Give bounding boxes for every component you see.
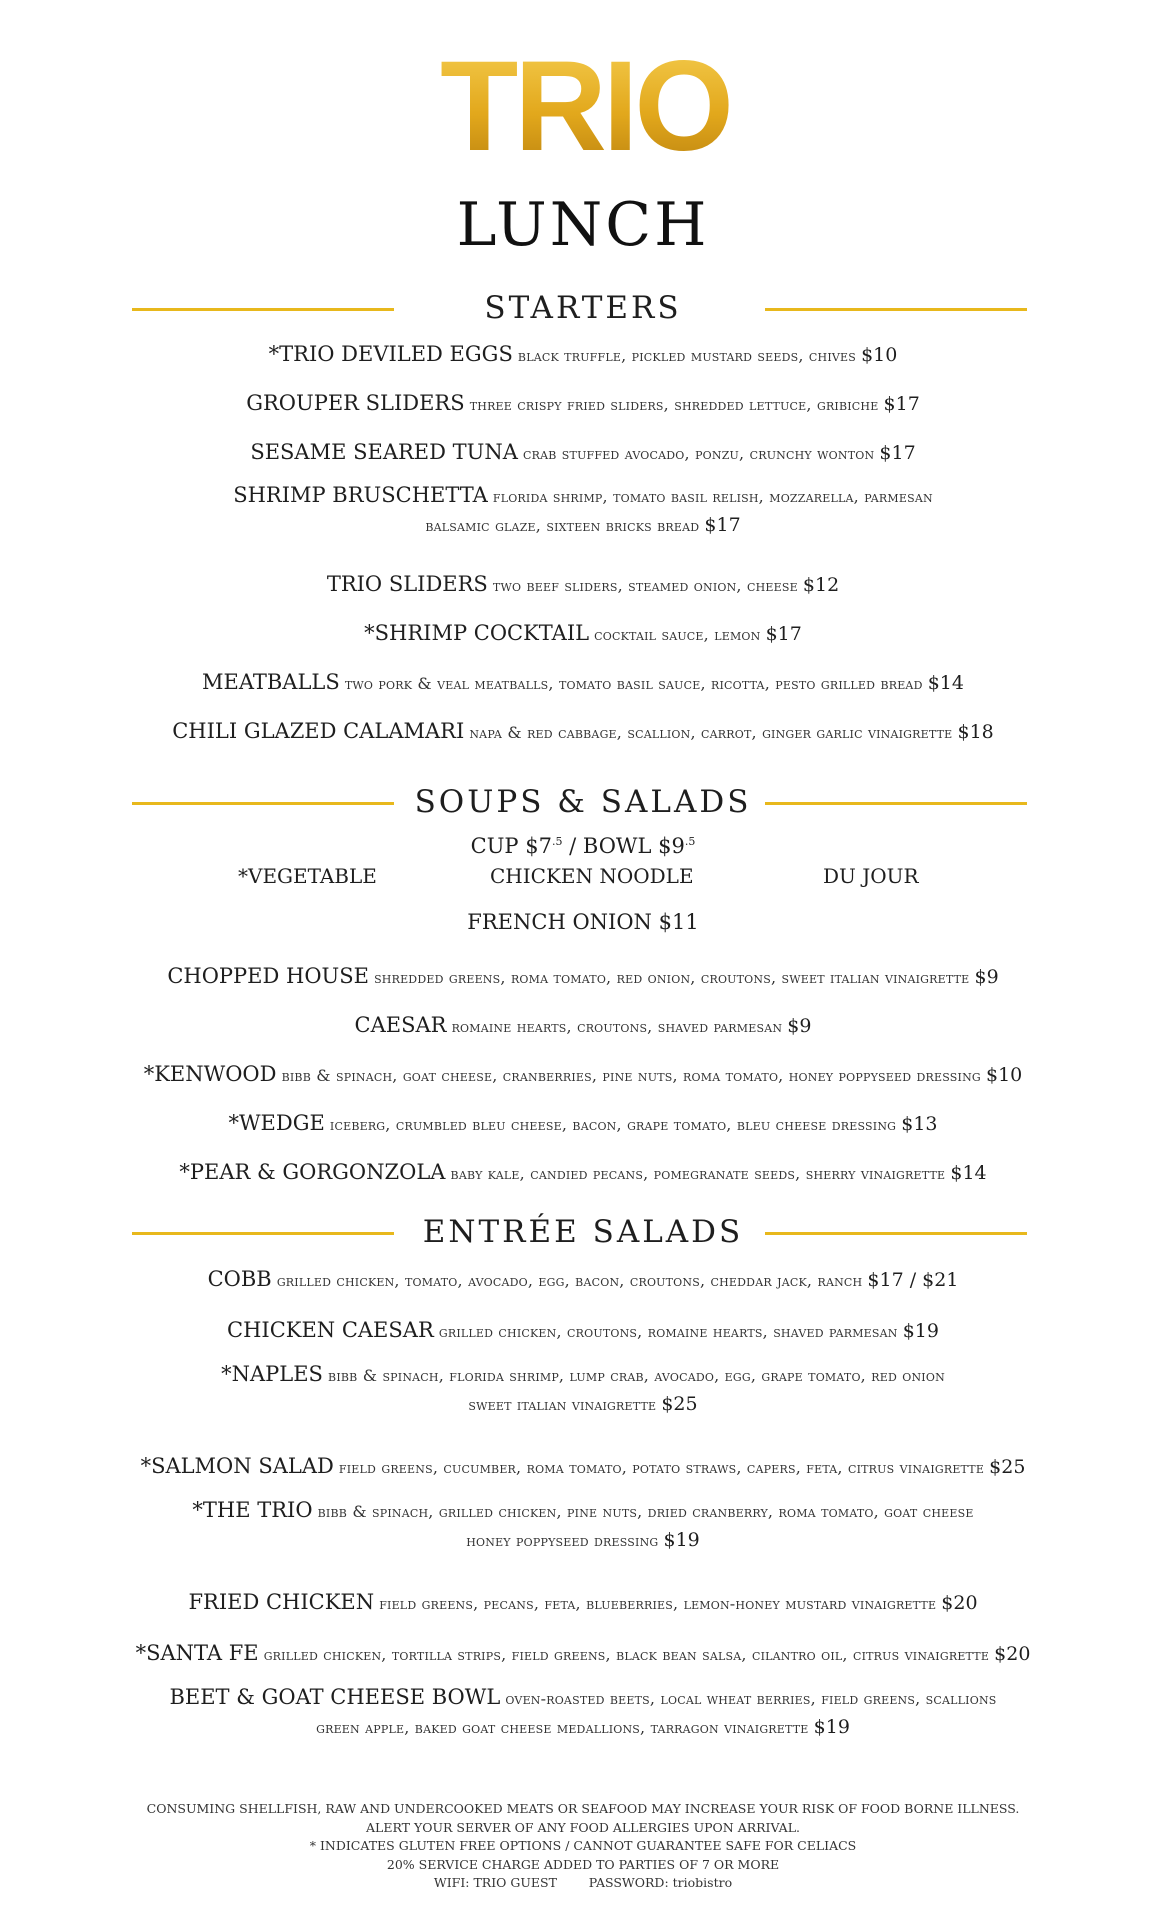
soup-vegetable: *VEGETABLE (238, 864, 377, 888)
menu-item-line (0, 1577, 1166, 1629)
soup-options (0, 864, 1166, 904)
menu-item (0, 609, 1166, 658)
menu-item-line (0, 560, 1166, 610)
menu-item-description: napa & red cabbage, scallion, carrot, ginger garlic vinaigrette (469, 723, 953, 742)
menu-item-description-cont: sweet italian vinaigrette (468, 1395, 657, 1414)
menu-item-price: $17 (883, 393, 920, 415)
menu-item-price: $9 (787, 1015, 812, 1037)
logo-text: TRIO (440, 46, 730, 162)
menu-item-price: $19 (813, 1716, 850, 1738)
menu-item-name: CHILI GLAZED CALAMARI (172, 719, 465, 743)
footer-notice (0, 1800, 1166, 1893)
menu-item-line (0, 1713, 1166, 1742)
footer-line: * INDICATES GLUTEN FREE OPTIONS / CANNOT GUARANTEE SAFE FOR CELIACS (309, 1838, 857, 1853)
section-header (0, 1210, 1166, 1254)
menu-item-description: romaine hearts, croutons, shaved parmesan (451, 1017, 783, 1036)
divider-line (132, 1232, 394, 1235)
menu-item-line (0, 1441, 1166, 1493)
divider-line (132, 802, 394, 805)
menu-item-description: shredded greens, roma tomato, red onion, croutons, sweet italian vinaigrette (374, 968, 970, 987)
menu-item-price: $13 (901, 1113, 938, 1135)
menu-item-price: $25 (989, 1456, 1026, 1478)
divider-line (765, 1232, 1027, 1235)
soup-pricing (0, 824, 1166, 864)
menu-item (0, 1356, 1166, 1441)
menu-item-description: florida shrimp, tomato basil relish, mozzarella, parmesan (492, 487, 933, 506)
menu-item (0, 952, 1166, 1001)
menu-item (0, 477, 1166, 560)
menu-item-price: $20 (994, 1643, 1031, 1665)
french-onion-soup: FRENCH ONION $11 (467, 910, 699, 934)
menu-item-line (0, 1099, 1166, 1149)
soup-du-jour: DU JOUR (823, 864, 919, 888)
entree-salads-section (0, 1210, 1166, 1764)
menu-item-name: *WEDGE (228, 1111, 325, 1135)
menu-item-name: CHICKEN CAESAR (227, 1318, 434, 1342)
menu-item-price: $9 (974, 966, 999, 988)
menu-item-price: $20 (941, 1592, 978, 1614)
menu-item-description: two pork & veal meatballs, tomato basil sauce, ricotta, pesto grilled bread (344, 674, 923, 693)
menu-item-name: *SALMON SALAD (140, 1454, 334, 1478)
menu-item-description: crab stuffed avocado, ponzu, crunchy wonton (522, 444, 875, 463)
menu-item (0, 1679, 1166, 1764)
soups-salads-section (0, 780, 1166, 1197)
section-title: SOUPS & SALADS (414, 784, 752, 820)
menu-item-price: $14 (927, 672, 964, 694)
menu-item-line (0, 1628, 1166, 1680)
menu-item-line (0, 952, 1166, 1002)
menu-item-description-cont: green apple, baked goat cheese medallions, tarragon vinaigrette (316, 1718, 809, 1737)
menu-item (0, 428, 1166, 477)
menu-item-line (0, 1254, 1166, 1306)
menu-item-line (0, 658, 1166, 708)
section-title: STARTERS (484, 290, 682, 326)
wifi-password: triobistro (672, 1875, 733, 1890)
trio-logo (440, 46, 730, 162)
divider-line (132, 308, 394, 311)
menu-item (0, 560, 1166, 609)
starters-list (0, 330, 1166, 756)
menu-item-line (0, 1496, 1166, 1526)
menu-item-description: iceberg, crumbled bleu cheese, bacon, grape tomato, bleu cheese dressing (329, 1115, 897, 1134)
menu-item-line (0, 1305, 1166, 1357)
menu-item-price: $10 (986, 1064, 1023, 1086)
menu-item-description: grilled chicken, croutons, romaine hearts, shaved parmesan (438, 1322, 898, 1341)
menu-item-description: cocktail sauce, lemon (594, 625, 761, 644)
menu-item-name: BEET & GOAT CHEESE BOWL (169, 1685, 501, 1709)
menu-item-price: $17 (879, 442, 916, 464)
menu-item-line (0, 1390, 1166, 1419)
menu-item-price: $19 (663, 1529, 700, 1551)
menu-item-name: GROUPER SLIDERS (246, 391, 465, 415)
footer-line: 20% SERVICE CHARGE ADDED TO PARTIES OF 7 OR MORE (386, 1856, 780, 1872)
menu-item-description: field greens, cucumber, roma tomato, potato straws, capers, feta, citrus vinaigrette (338, 1458, 985, 1477)
soup-chicken-noodle: CHICKEN NOODLE (490, 864, 694, 888)
menu-item (0, 1254, 1166, 1305)
menu-item-description: black truffle, pickled mustard seeds, chives (517, 346, 856, 365)
bowl-price: / BOWL $9 (562, 834, 685, 858)
menu-item-line (0, 379, 1166, 429)
starters-section (0, 286, 1166, 756)
menu-item (0, 707, 1166, 756)
cup-price-sup: .5 (551, 835, 563, 848)
menu-item-name: *KENWOOD (143, 1062, 277, 1086)
menu-item-description: bibb & spinach, florida shrimp, lump crab, avocado, egg, grape tomato, red onion (328, 1366, 945, 1385)
menu-item-description: baby kale, candied pecans, pomegranate seeds, sherry vinaigrette (450, 1164, 946, 1183)
menu-item-line (0, 330, 1166, 380)
menu-item-line (0, 1148, 1166, 1198)
footer-line: CONSUMING SHELLFISH, RAW AND UNDERCOOKED MEATS OR SEAFOOD MAY INCREASE YOUR RISK OF FOOD BORNE ILLNESS. (146, 1801, 1020, 1816)
menu-item (0, 330, 1166, 379)
menu-item-name: CHOPPED HOUSE (167, 964, 369, 988)
menu-item-name: *TRIO DEVILED EGGS (268, 342, 513, 366)
wifi-info (0, 1874, 1166, 1893)
section-header (0, 780, 1166, 824)
entree-list (0, 1254, 1166, 1764)
page-title: LUNCH (456, 190, 710, 260)
menu-item (0, 1001, 1166, 1050)
menu-item (0, 1148, 1166, 1197)
menu-item-description: grilled chicken, tomato, avocado, egg, bacon, croutons, cheddar jack, ranch (276, 1271, 863, 1290)
menu-item (0, 1050, 1166, 1099)
menu-item-description-cont: balsamic glaze, sixteen bricks bread (425, 516, 700, 535)
section-title: ENTRÉE SALADS (422, 1214, 744, 1250)
menu-item-name: *SANTA FE (135, 1641, 259, 1665)
menu-item-price: $17 / $21 (867, 1269, 959, 1291)
menu-item-name: FRIED CHICKEN (188, 1590, 375, 1614)
menu-item-name: TRIO SLIDERS (326, 572, 488, 596)
menu-item-description: oven-roasted beets, local wheat berries, field greens, scallions (505, 1689, 997, 1708)
password-label: PASSWORD: (588, 1875, 669, 1890)
menu-item (0, 1099, 1166, 1148)
menu-item (0, 1305, 1166, 1356)
menu-item-description-cont: honey poppyseed dressing (466, 1531, 659, 1550)
menu-item-price: $14 (950, 1162, 987, 1184)
menu-item-line (0, 1360, 1166, 1390)
menu-item-description: bibb & spinach, goat cheese, cranberries, pine nuts, roma tomato, honey poppyseed dressing (281, 1066, 981, 1085)
menu-item (0, 1577, 1166, 1628)
menu-item-price: $18 (957, 721, 994, 743)
menu-item-line (0, 1683, 1166, 1713)
cup-price: CUP $7 (470, 834, 552, 858)
divider-line (765, 308, 1027, 311)
menu-item-name: *THE TRIO (192, 1498, 313, 1522)
menu-item-line (0, 1001, 1166, 1051)
bowl-price-sup: .5 (684, 835, 696, 848)
menu-item (0, 379, 1166, 428)
menu-item-price: $12 (802, 574, 840, 596)
footer-line: ALERT YOUR SERVER OF ANY FOOD ALLERGIES UPON ARRIVAL. (366, 1819, 800, 1835)
menu-item-price: $10 (861, 344, 898, 366)
menu-item-line (0, 511, 1166, 540)
menu-item-line (0, 1526, 1166, 1555)
menu-item (0, 1492, 1166, 1577)
menu-item-name: COBB (207, 1267, 272, 1291)
menu-item-name: SESAME SEARED TUNA (250, 440, 518, 464)
menu-item (0, 1628, 1166, 1679)
section-header (0, 286, 1166, 330)
menu-item-line (0, 707, 1166, 757)
menu-item-description: two beef sliders, steamed onion, cheese (492, 576, 798, 595)
menu-item-name: CAESAR (354, 1013, 447, 1037)
wifi-label: WIFI: TRIO GUEST (433, 1875, 557, 1890)
menu-item (0, 1441, 1166, 1492)
menu-item-name: *SHRIMP COCKTAIL (364, 621, 590, 645)
menu-item-name: MEATBALLS (202, 670, 340, 694)
menu-item-price: $17 (704, 514, 741, 536)
divider-line (765, 802, 1027, 805)
menu-item-line (0, 428, 1166, 478)
menu-item (0, 658, 1166, 707)
menu-item-price: $17 (765, 623, 802, 645)
menu-item-price: $19 (902, 1320, 939, 1342)
menu-item-line (0, 481, 1166, 511)
menu-item-description: bibb & spinach, grilled chicken, pine nuts, dried cranberry, roma tomato, goat cheese (317, 1502, 974, 1521)
menu-item-price: $25 (661, 1393, 698, 1415)
menu-item-name: SHRIMP BRUSCHETTA (233, 483, 488, 507)
menu-item-description: field greens, pecans, feta, blueberries, lemon-honey mustard vinaigrette (379, 1594, 937, 1613)
menu-item-name: *NAPLES (221, 1362, 323, 1386)
menu-item-line (0, 609, 1166, 659)
menu-item-name: *PEAR & GORGONZOLA (179, 1160, 446, 1184)
menu-item-line (0, 1050, 1166, 1100)
menu-item-description: grilled chicken, tortilla strips, field greens, black bean salsa, cilantro oil, citrus vinaigrette (263, 1645, 990, 1664)
menu-item-description: three crispy fried sliders, shredded lettuce, gribiche (469, 395, 879, 414)
salads-list (0, 952, 1166, 1197)
